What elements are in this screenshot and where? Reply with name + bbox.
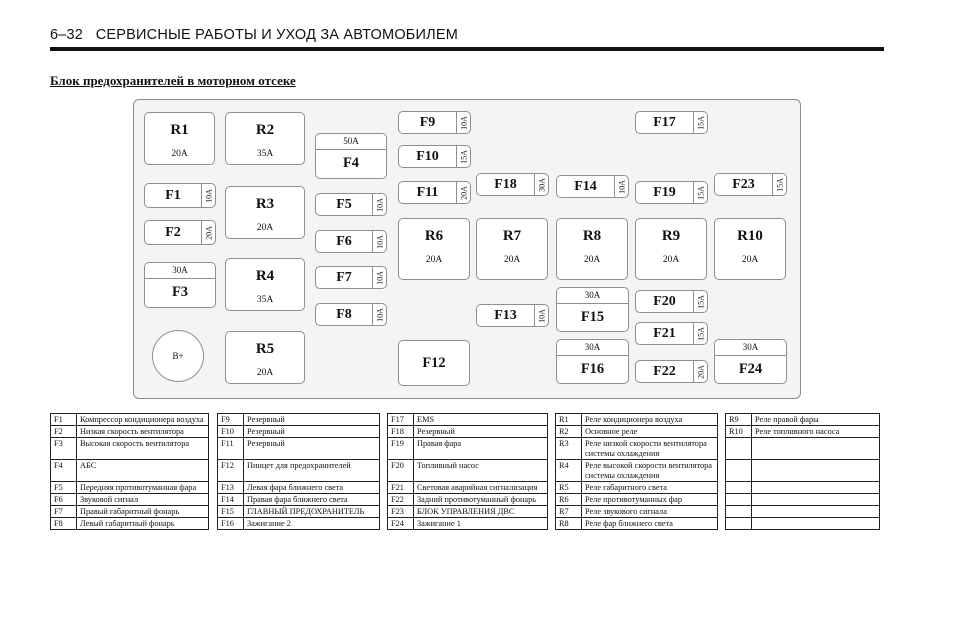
fuse-label: F13 <box>494 307 517 323</box>
relay-label: R5 <box>255 341 275 357</box>
fuse-rating-tab <box>693 291 707 312</box>
legend-code: F17 <box>388 414 414 426</box>
fuse-rating-tab <box>534 174 548 195</box>
fuse-f1 <box>144 183 216 208</box>
relay-amperage: 20A <box>503 255 521 265</box>
legend-table <box>50 413 880 530</box>
legend-spacer <box>718 494 726 506</box>
legend-spacer <box>209 482 218 494</box>
fuse-rating-tab <box>693 182 707 203</box>
fuse-label: F19 <box>653 184 676 200</box>
header-rule <box>50 47 884 51</box>
relay-r4 <box>225 258 305 311</box>
fuse-f15 <box>556 287 629 332</box>
legend-description <box>752 460 880 482</box>
fuse-rating-tab <box>772 174 786 195</box>
legend-row <box>51 482 880 494</box>
legend-spacer <box>209 426 218 438</box>
legend-code: R6 <box>556 494 582 506</box>
legend-spacer <box>548 518 556 530</box>
fuse-label: F18 <box>494 176 517 192</box>
legend-description <box>752 506 880 518</box>
fuse-rating-tab <box>693 323 707 344</box>
fuse-rating-tab <box>201 184 215 207</box>
fuse-label: F15 <box>580 308 605 325</box>
legend-description: Основное реле <box>582 426 718 438</box>
legend-description: Реле фар ближнего света <box>582 518 718 530</box>
legend-spacer <box>548 506 556 518</box>
legend-description: Зажигание 1 <box>414 518 548 530</box>
legend-code: F9 <box>218 414 244 426</box>
fuse-f9 <box>398 111 471 134</box>
fuse-label: F21 <box>653 325 676 341</box>
legend-spacer <box>548 426 556 438</box>
legend-description: Пинцет для предохранителей <box>244 460 380 482</box>
legend-spacer <box>718 506 726 518</box>
legend-code: R4 <box>556 460 582 482</box>
legend-spacer <box>209 494 218 506</box>
legend-code <box>726 438 752 460</box>
legend-description <box>752 518 880 530</box>
relay-r1 <box>144 112 215 165</box>
legend-code: F24 <box>388 518 414 530</box>
legend-spacer <box>548 414 556 426</box>
legend-description: Зажигание 2 <box>244 518 380 530</box>
legend-description: Резервный <box>244 438 380 460</box>
legend-code: F13 <box>218 482 244 494</box>
legend-description: Реле габаритного света <box>582 482 718 494</box>
relay-amperage: 20A <box>171 149 188 159</box>
fuse-amperage: 30A <box>557 288 628 304</box>
page-number: 6–32 <box>50 27 84 43</box>
legend-row <box>51 518 880 530</box>
fuse-f13 <box>476 304 549 327</box>
relay-r9 <box>635 218 707 280</box>
fuse-f11 <box>398 181 471 204</box>
legend-description: Высокая скорость вентилятора <box>77 438 209 460</box>
legend-code <box>726 506 752 518</box>
fuse-label: F3 <box>171 284 189 300</box>
legend-code: F2 <box>51 426 77 438</box>
legend-spacer <box>718 426 726 438</box>
fuse-amperage: 10A <box>617 179 626 194</box>
fuse-f5 <box>315 193 387 216</box>
legend-spacer <box>380 482 388 494</box>
relay-amperage: 35A <box>256 149 274 159</box>
fuse-label: F16 <box>580 360 605 377</box>
fuse-amperage: 10A <box>375 270 384 285</box>
fuse-amperage: 30A <box>145 263 215 279</box>
legend-spacer <box>380 426 388 438</box>
legend-code: R2 <box>556 426 582 438</box>
fuse-amperage: 10A <box>204 188 213 203</box>
fuse-label: F20 <box>653 293 676 309</box>
fuse-f3 <box>144 262 216 308</box>
legend-description: Топливный насос <box>414 460 548 482</box>
legend-spacer <box>718 414 726 426</box>
relay-r7 <box>476 218 548 280</box>
fuse-f18 <box>476 173 549 196</box>
fuse-f22 <box>635 360 708 383</box>
relay-label: R8 <box>582 228 602 244</box>
legend-spacer <box>548 482 556 494</box>
fuse-rating-tab <box>534 305 548 326</box>
fuse-f4 <box>315 133 387 179</box>
relay-label: R10 <box>737 228 763 244</box>
legend-code: F20 <box>388 460 414 482</box>
fuse-amperage: 15A <box>459 149 468 164</box>
legend-spacer <box>380 518 388 530</box>
fuse-amperage: 15A <box>696 294 705 309</box>
legend-description: Передняя противотуманная фара <box>77 482 209 494</box>
legend-description <box>752 482 880 494</box>
legend-code: F23 <box>388 506 414 518</box>
fuse-rating-tab <box>372 267 386 288</box>
legend-description: Компрессор кондиционера воздуха <box>77 414 209 426</box>
legend-code: F21 <box>388 482 414 494</box>
fuse-amperage: 10A <box>537 308 546 323</box>
fuse-rating-tab <box>456 112 470 133</box>
relay-label: R9 <box>661 228 681 244</box>
fuse-f17 <box>635 111 708 134</box>
page-header <box>50 27 458 43</box>
fuse-label: F6 <box>336 233 352 249</box>
legend-description: Реле правой фары <box>752 414 880 426</box>
legend-description: АБС <box>77 460 209 482</box>
legend-spacer <box>209 460 218 482</box>
chapter-title: СЕРВИСНЫЕ РАБОТЫ И УХОД ЗА АВТОМОБИЛЕМ <box>95 27 458 43</box>
fuse-rating-tab <box>372 231 386 252</box>
relay-label: R3 <box>255 196 275 212</box>
fuse-f2 <box>144 220 216 245</box>
legend-spacer <box>718 518 726 530</box>
relay-amperage: 20A <box>425 255 443 265</box>
legend-spacer <box>380 506 388 518</box>
fuse-amperage: 50A <box>316 134 386 150</box>
legend-row <box>51 460 880 482</box>
legend-description: ГЛАВНЫЙ ПРЕДОХРАНИТЕЛЬ <box>244 506 380 518</box>
legend-description: Левая фара ближнего света <box>244 482 380 494</box>
legend-spacer <box>380 460 388 482</box>
fuse-label: F14 <box>574 178 597 194</box>
legend-code: R8 <box>556 518 582 530</box>
legend-description: Реле противотуманных фар <box>582 494 718 506</box>
legend-spacer <box>548 460 556 482</box>
legend-code: R9 <box>726 414 752 426</box>
fuse-label: F12 <box>422 354 446 371</box>
legend-code: F3 <box>51 438 77 460</box>
fuse-label: F23 <box>732 176 755 192</box>
relay-label: R4 <box>255 268 275 284</box>
legend-code: F10 <box>218 426 244 438</box>
legend-code: F6 <box>51 494 77 506</box>
legend-description: Правая фара ближнего света <box>244 494 380 506</box>
relay-r6 <box>398 218 470 280</box>
legend-code: F4 <box>51 460 77 482</box>
fuse-rating-tab <box>693 361 707 382</box>
legend-code: F16 <box>218 518 244 530</box>
legend-row <box>51 414 880 426</box>
legend-spacer <box>380 494 388 506</box>
legend-description: Реле кондиционера воздуха <box>582 414 718 426</box>
legend-description: Резервный <box>244 426 380 438</box>
legend-code: F14 <box>218 494 244 506</box>
fuse-amperage: 10A <box>375 234 384 249</box>
legend-description: Световая аварийная сигнализация <box>414 482 548 494</box>
legend-spacer <box>380 414 388 426</box>
fuse-box-diagram <box>133 99 801 399</box>
legend-code: F18 <box>388 426 414 438</box>
fuse-amperage: 30A <box>537 177 546 192</box>
fuse-f19 <box>635 181 708 204</box>
legend-description: Резервный <box>414 426 548 438</box>
legend-description: Реле низкой скорости вентилятора системы охлаждения <box>582 438 718 460</box>
fuse-rating-tab <box>614 176 628 197</box>
relay-r5 <box>225 331 305 384</box>
legend-description <box>752 494 880 506</box>
fuse-f23 <box>714 173 787 196</box>
legend-row <box>51 426 880 438</box>
fuse-amperage: 30A <box>715 340 786 356</box>
fuse-rating-tab <box>372 304 386 325</box>
relay-label: R2 <box>255 122 275 138</box>
legend-spacer <box>209 438 218 460</box>
legend-code: F1 <box>51 414 77 426</box>
legend-code <box>726 482 752 494</box>
section-title: Блок предохранителей в моторном отсеке <box>50 73 296 88</box>
relay-amperage: 20A <box>256 368 274 378</box>
fuse-amperage: 15A <box>696 326 705 341</box>
relay-label: R6 <box>424 228 444 244</box>
fuse-rating-tab <box>693 112 707 133</box>
fuse-f21 <box>635 322 708 345</box>
legend-code: F7 <box>51 506 77 518</box>
relay-label: R1 <box>170 122 189 138</box>
legend-code: R10 <box>726 426 752 438</box>
fuse-f7 <box>315 266 387 289</box>
legend-description: Правый габаритный фонарь <box>77 506 209 518</box>
relay-label: R7 <box>502 228 522 244</box>
relay-amperage: 35A <box>256 295 274 305</box>
legend-spacer <box>718 482 726 494</box>
legend-description: Левый габаритный фонарь <box>77 518 209 530</box>
fuse-rating-tab <box>456 146 470 167</box>
legend-code <box>726 518 752 530</box>
fuse-amperage: 10A <box>375 307 384 322</box>
fuse-amperage: 15A <box>775 177 784 192</box>
legend-description <box>752 438 880 460</box>
legend-spacer <box>718 460 726 482</box>
fuse-f6 <box>315 230 387 253</box>
relay-r3 <box>225 186 305 239</box>
fuse-amperage: 30A <box>557 340 628 356</box>
legend-description: Звуковой сигнал <box>77 494 209 506</box>
legend-code: F22 <box>388 494 414 506</box>
fuse-label: F5 <box>336 196 352 212</box>
legend-code: R7 <box>556 506 582 518</box>
relay-amperage: 20A <box>741 255 759 265</box>
legend-description: EMS <box>414 414 548 426</box>
fuse-label: F24 <box>738 360 763 377</box>
legend-code: R5 <box>556 482 582 494</box>
fuse-amperage: 10A <box>459 115 468 130</box>
fuse-label: F2 <box>165 224 181 240</box>
legend-spacer <box>380 438 388 460</box>
fuse-label: F7 <box>336 269 352 285</box>
legend-code: R1 <box>556 414 582 426</box>
legend-code: F5 <box>51 482 77 494</box>
relay-amperage: 20A <box>662 255 680 265</box>
legend-description: Задний противотуманный фонарь <box>414 494 548 506</box>
legend-spacer <box>548 494 556 506</box>
fuse-amperage: 15A <box>696 185 705 200</box>
legend-description: Реле высокой скорости вентилятора системы охлаждения <box>582 460 718 482</box>
fuse-amperage: 10A <box>375 197 384 212</box>
fuse-f24 <box>714 339 787 384</box>
fuse-amperage: 15A <box>696 115 705 130</box>
legend-row <box>51 494 880 506</box>
fuse-rating-tab <box>372 194 386 215</box>
fuse-rating-tab <box>456 182 470 203</box>
legend-description: Низкая скорость вентилятора <box>77 426 209 438</box>
legend-code: F19 <box>388 438 414 460</box>
fuse-label: F8 <box>336 306 352 322</box>
legend-spacer <box>209 506 218 518</box>
fuse-amperage: 20A <box>696 364 705 379</box>
fuse-label: F11 <box>416 184 439 200</box>
legend-spacer <box>209 518 218 530</box>
fuse-f10 <box>398 145 471 168</box>
relay-r10 <box>714 218 786 280</box>
legend-code: F12 <box>218 460 244 482</box>
legend-spacer <box>209 414 218 426</box>
legend-code <box>726 494 752 506</box>
fuse-label: F17 <box>653 114 676 130</box>
legend-description: Реле топливного насоса <box>752 426 880 438</box>
fuse-f14 <box>556 175 629 198</box>
legend-description: Реле звукового сигнала <box>582 506 718 518</box>
fuse-rating-tab <box>201 221 215 244</box>
fuse-f16 <box>556 339 629 384</box>
legend-row <box>51 438 880 460</box>
legend-spacer <box>548 438 556 460</box>
relay-r8 <box>556 218 628 280</box>
fuse-amperage: 20A <box>204 225 213 240</box>
fuse-f8 <box>315 303 387 326</box>
legend-code: F15 <box>218 506 244 518</box>
legend-code: F11 <box>218 438 244 460</box>
fuse-label: F10 <box>416 148 439 164</box>
battery-terminal: B+ <box>152 330 204 382</box>
fuse-label: F22 <box>653 363 676 379</box>
legend-description: БЛОК УПРАВЛЕНИЯ ДВС <box>414 506 548 518</box>
relay-amperage: 20A <box>256 223 274 233</box>
legend-row <box>51 506 880 518</box>
legend-description: Правая фара <box>414 438 548 460</box>
fuse-f20 <box>635 290 708 313</box>
fuse-f12 <box>398 340 470 386</box>
relay-amperage: 20A <box>583 255 601 265</box>
legend-code: R3 <box>556 438 582 460</box>
legend-spacer <box>718 438 726 460</box>
legend-code: F8 <box>51 518 77 530</box>
fuse-label: F9 <box>419 114 436 130</box>
relay-r2 <box>225 112 305 165</box>
legend-code <box>726 460 752 482</box>
fuse-amperage: 20A <box>459 185 468 200</box>
fuse-label: F4 <box>342 155 360 171</box>
fuse-label: F1 <box>165 187 181 203</box>
legend-description: Резервный <box>244 414 380 426</box>
